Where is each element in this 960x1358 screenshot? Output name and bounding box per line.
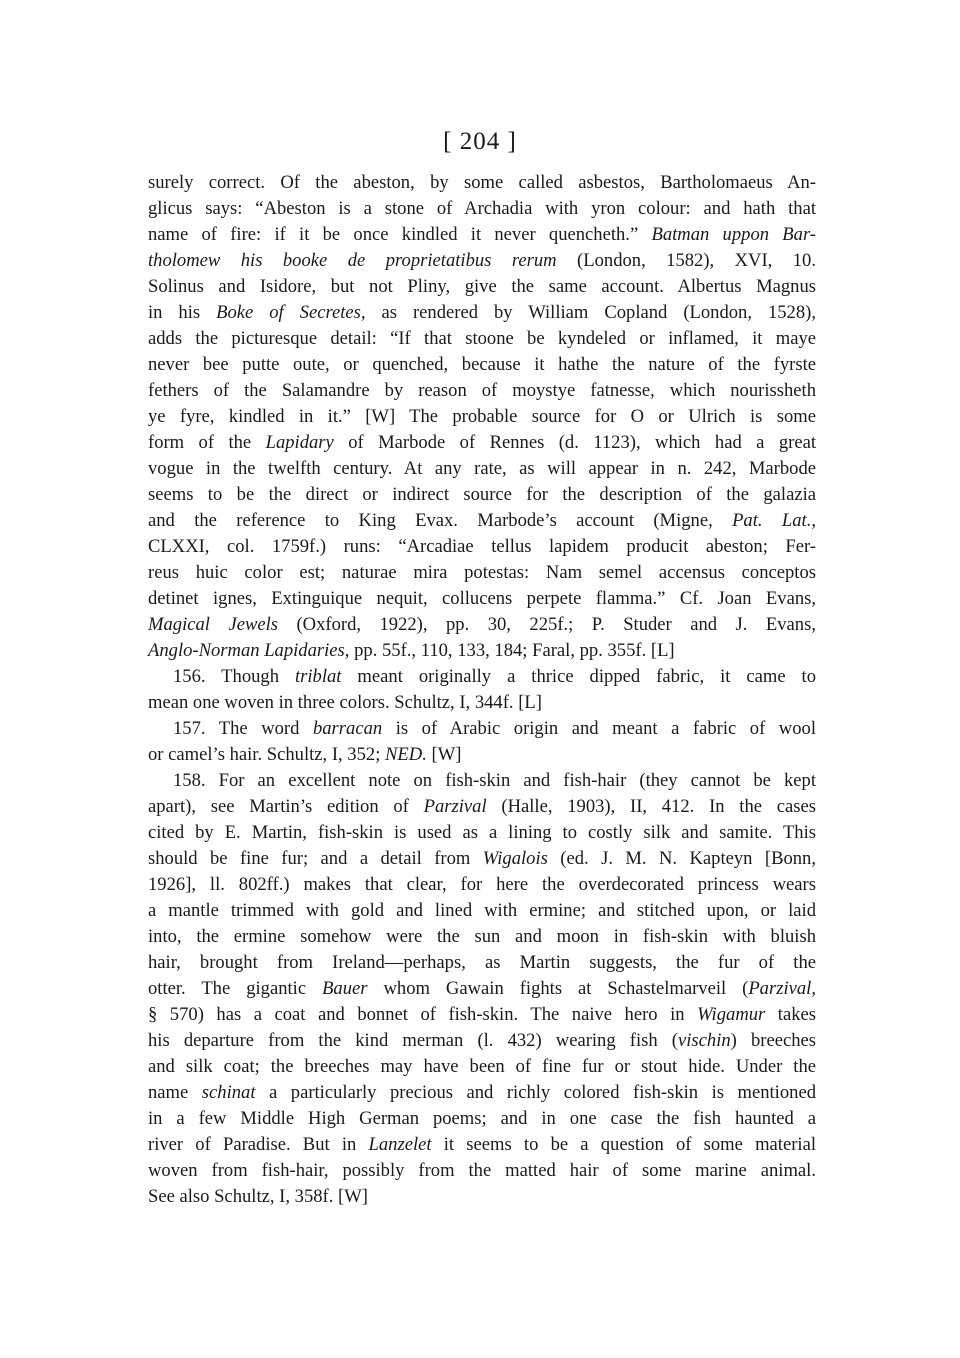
italic-text: vischin <box>677 1030 731 1051</box>
italic-text: Boke of Secretes, <box>216 302 366 323</box>
italic-text: Wigalois <box>482 848 548 869</box>
text-line <box>148 456 816 482</box>
text-segment: cited by E. Martin, fish-skin is used as a lining to costly silk and samite. This <box>148 822 816 843</box>
text-segment: adds the picturesque detail: “If that stoone be kyndeled or inflamed, it maye <box>148 328 816 349</box>
text-segment: otter. The gigantic <box>148 978 323 999</box>
text-segment: ) breeches <box>730 1030 816 1051</box>
text-segment: See also Schultz, I, 358f. [W] <box>148 1186 368 1207</box>
text-segment: is of Arabic origin and meant a fabric of wool <box>382 718 816 739</box>
text-line <box>148 1028 816 1054</box>
text-segment: and the reference to King Evax. Marbode’s account (Migne, <box>148 510 733 531</box>
text-segment: woven from fish-hair, possibly from the matted hair of some marine animal. <box>148 1160 816 1181</box>
text-segment: should be fine fur; and a detail from <box>148 848 483 869</box>
text-segment: ye fyre, kindled in it.” [W] The probable source for O or Ulrich is some <box>148 406 816 427</box>
text-segment: as rendered by William Copland (London, 1528), <box>365 302 816 323</box>
italic-text: Lanzelet <box>368 1134 432 1155</box>
text-segment: (ed. J. M. N. Kapteyn [Bonn, <box>547 848 817 869</box>
italic-text: Magical Jewels <box>148 614 278 635</box>
text-line <box>148 898 816 924</box>
text-line <box>148 794 816 820</box>
text-segment: river of Paradise. But in <box>148 1134 369 1155</box>
text-segment: [W] <box>426 744 462 765</box>
text-segment: reus huic color est; naturae mira potestas: Nam semel accensus conceptos <box>148 562 816 583</box>
text-line <box>148 430 816 456</box>
text-segment: 157. The word <box>173 718 313 739</box>
text-line <box>148 560 816 586</box>
notes-text <box>148 170 816 1210</box>
text-segment: never bee putte oute, or quenched, because it hathe the nature of the fyrste <box>148 354 816 375</box>
text-line <box>148 1002 816 1028</box>
italic-text: Parzival <box>423 796 487 817</box>
text-line <box>148 1158 816 1184</box>
text-segment: form of the <box>148 432 266 453</box>
text-segment: (Halle, 1903), II, 412. In the cases <box>486 796 817 817</box>
text-line <box>148 274 816 300</box>
text-line <box>148 768 816 794</box>
text-line <box>148 1080 816 1106</box>
italic-text: Parzival, <box>748 978 816 999</box>
text-segment: name of fire: if it be once kindled it never quencheth.” <box>148 224 652 245</box>
text-line <box>148 1106 816 1132</box>
italic-text: Lapidary <box>265 432 334 453</box>
text-line <box>148 690 816 716</box>
text-segment: (London, 1582), XVI, 10. <box>556 250 816 271</box>
text-segment: of Marbode of Rennes (d. 1123), which had a great <box>333 432 816 453</box>
italic-text: triblat <box>294 666 342 687</box>
text-line <box>148 378 816 404</box>
text-segment: mean one woven in three colors. Schultz, I, 344f. [L] <box>148 692 542 713</box>
italic-text: Batman uppon Bar- <box>651 224 816 245</box>
text-line <box>148 1054 816 1080</box>
text-line <box>148 1132 816 1158</box>
text-segment: name <box>148 1082 202 1103</box>
text-line <box>148 482 816 508</box>
text-segment: 158. For an excellent note on fish-skin and fish-hair (they cannot be kept <box>173 770 816 791</box>
text-segment: apart), see Martin’s edition of <box>148 796 424 817</box>
italic-text: tholomew his booke de proprietatibus rerum <box>148 250 557 271</box>
text-segment: 156. Though <box>173 666 295 687</box>
text-segment: hair, brought from Ireland—perhaps, as Martin suggests, the fur of the <box>148 952 816 973</box>
text-line <box>148 664 816 690</box>
text-line <box>148 508 816 534</box>
text-segment: or camel’s hair. Schultz, I, 352; <box>148 744 386 765</box>
text-line <box>148 586 816 612</box>
text-segment: a mantle trimmed with gold and lined with ermine; and stitched upon, or laid <box>148 900 816 921</box>
text-segment: seems to be the direct or indirect source for the description of the galazia <box>148 484 816 505</box>
text-segment: (Oxford, 1922), pp. 30, 225f.; P. Studer and J. Evans, <box>278 614 816 635</box>
italic-text: Anglo-Norman Lapidaries, <box>148 640 350 661</box>
text-line <box>148 196 816 222</box>
text-line <box>148 872 816 898</box>
text-line <box>148 1184 816 1210</box>
text-segment: § 570) has a coat and bonnet of fish-skin. The naive hero in <box>148 1004 698 1025</box>
text-segment: a particularly precious and richly colored fish-skin is mentioned <box>255 1082 816 1103</box>
text-line <box>148 222 816 248</box>
text-segment: vogue in the twelfth century. At any rate, as will appear in n. 242, Marbode <box>148 458 816 479</box>
text-segment: in his <box>148 302 217 323</box>
text-line <box>148 846 816 872</box>
text-segment: glicus says: “Abeston is a stone of Archadia with yron colour: and hath that <box>148 198 816 219</box>
text-line <box>148 300 816 326</box>
text-line <box>148 170 816 196</box>
text-line <box>148 248 816 274</box>
text-line <box>148 716 816 742</box>
italic-text: NED. <box>385 744 427 765</box>
page-number: [ 204 ] <box>443 128 517 155</box>
text-segment: into, the ermine somehow were the sun and moon in fish-skin with bluish <box>148 926 816 947</box>
text-line <box>148 404 816 430</box>
text-line <box>148 638 816 664</box>
text-line <box>148 352 816 378</box>
text-line <box>148 976 816 1002</box>
text-segment: takes <box>765 1004 817 1025</box>
text-line <box>148 820 816 846</box>
text-line <box>148 534 816 560</box>
italic-text: Bauer <box>322 978 368 999</box>
text-line <box>148 612 816 638</box>
text-segment: Solinus and Isidore, but not Pliny, give the same account. Albertus Magnus <box>148 276 816 297</box>
text-line <box>148 950 816 976</box>
text-line <box>148 924 816 950</box>
text-segment: his departure from the kind merman (l. 432) wearing fish ( <box>148 1030 678 1051</box>
text-segment: 1926], ll. 802ff.) makes that clear, for here the overdecorated princess wears <box>148 874 816 895</box>
italic-text: Wigamur <box>697 1004 766 1025</box>
text-segment: surely correct. Of the abeston, by some called asbestos, Bartholomaeus An- <box>148 172 816 193</box>
italic-text: barracan <box>312 718 383 739</box>
text-segment: meant originally a thrice dipped fabric, it came to <box>341 666 817 687</box>
text-line <box>148 326 816 352</box>
text-segment: and silk coat; the breeches may have been of fine fur or stout hide. Under the <box>148 1056 816 1077</box>
text-segment: whom Gawain fights at Schastelmarveil ( <box>367 978 749 999</box>
text-segment: detinet ignes, Extinguique nequit, collucens perpete flamma.” Cf. Joan Evans, <box>148 588 816 609</box>
italic-text: schinat <box>201 1082 256 1103</box>
italic-text: Pat. Lat., <box>732 510 816 531</box>
text-segment: fethers of the Salamandre by reason of moystye fatnesse, which nourissheth <box>148 380 816 401</box>
text-segment: pp. 55f., 110, 133, 184; Faral, pp. 355f. [L] <box>349 640 675 661</box>
text-segment: it seems to be a question of some material <box>431 1134 816 1155</box>
text-segment: CLXXI, col. 1759f.) runs: “Arcadiae tellus lapidem producit abeston; Fer- <box>148 536 816 557</box>
text-line <box>148 742 816 768</box>
text-segment: in a few Middle High German poems; and in one case the fish haunted a <box>148 1108 816 1129</box>
